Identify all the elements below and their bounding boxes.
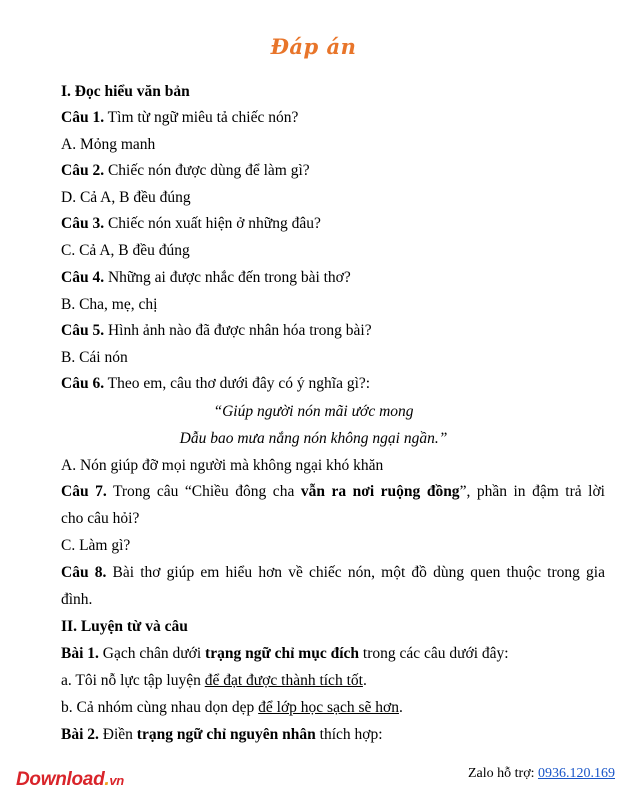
question-3: Câu 3. Chiếc nón xuất hiện ở những đâu? bbox=[61, 215, 321, 232]
section1-heading: I. Đọc hiểu văn bản bbox=[61, 83, 190, 100]
answer-5: B. Cái nón bbox=[61, 349, 128, 366]
support-phone-link[interactable]: 0936.120.169 bbox=[538, 766, 615, 781]
answer-3: C. Cả A, B đều đúng bbox=[61, 242, 190, 259]
answer-2: D. Cả A, B đều đúng bbox=[61, 189, 191, 206]
bai-1-item-a: a. Tôi nỗ lực tập luyện để đạt được thành tích tốt. bbox=[61, 672, 367, 689]
answer-6: A. Nón giúp đỡ mọi người mà không ngại khó khăn bbox=[61, 457, 384, 474]
question-8: Câu 8. Bài thơ giúp em hiểu hơn về chiếc nón, một đồ dùng quen thuộc trong gia bbox=[61, 564, 605, 581]
question-6: Câu 6. Theo em, câu thơ dưới đây có ý nghĩa gì?: bbox=[61, 375, 371, 392]
answer-4: B. Cha, mẹ, chị bbox=[61, 296, 158, 313]
section2-heading: II. Luyện từ và câu bbox=[61, 618, 188, 635]
question-7-cont: cho câu hỏi? bbox=[61, 510, 140, 527]
page-title: Đáp án bbox=[270, 34, 357, 59]
question-2: Câu 2. Chiếc nón được dùng để làm gì? bbox=[61, 162, 310, 179]
poem-line-1: “Giúp người nón mãi ước mong bbox=[213, 403, 414, 420]
bai-1: Bài 1. Gạch chân dưới trạng ngữ chỉ mục đích trong các câu dưới đây: bbox=[61, 645, 509, 662]
question-4: Câu 4. Những ai được nhắc đến trong bài thơ? bbox=[61, 269, 351, 286]
answer-1: A. Mỏng manh bbox=[61, 136, 156, 153]
download-logo[interactable]: Download.vn bbox=[16, 769, 124, 790]
zalo-support: Zalo hỗ trợ: 0936.120.169 bbox=[468, 766, 615, 781]
question-1: Câu 1. Tìm từ ngữ miêu tả chiếc nón? bbox=[61, 109, 299, 126]
bai-1-item-b: b. Cả nhóm cùng nhau dọn dẹp để lớp học sạch sẽ hơn. bbox=[61, 699, 403, 716]
question-7: Câu 7. Trong câu “Chiều đông cha vẫn ra nơi ruộng đồng”, phần in đậm trả lời bbox=[61, 483, 605, 500]
bai-2: Bài 2. Điền trạng ngữ chỉ nguyên nhân thích hợp: bbox=[61, 726, 383, 743]
question-8-cont: đình. bbox=[61, 591, 93, 608]
answer-7: C. Làm gì? bbox=[61, 537, 131, 554]
poem-line-2: Dẫu bao mưa nắng nón không ngại ngần.” bbox=[179, 430, 448, 447]
question-5: Câu 5. Hình ảnh nào đã được nhân hóa trong bài? bbox=[61, 322, 372, 339]
